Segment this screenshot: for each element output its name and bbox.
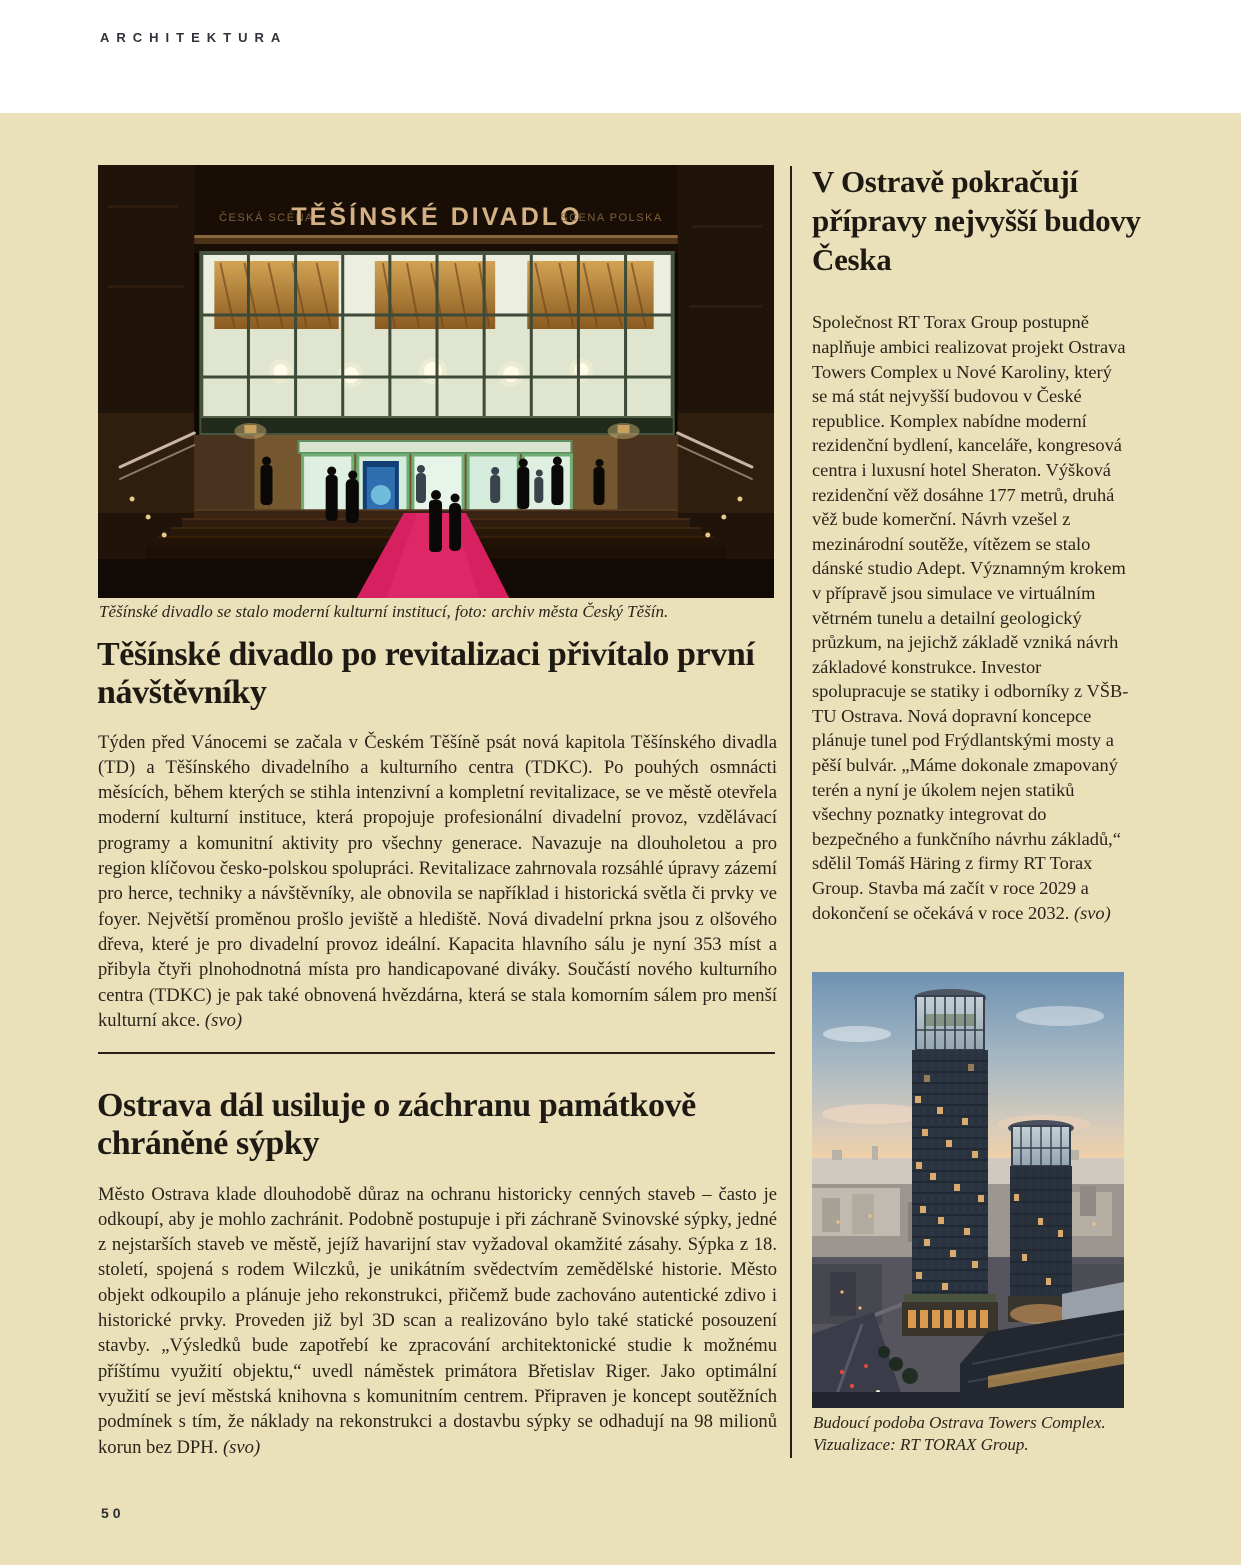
towers-photo	[812, 972, 1124, 1408]
article1-signoff: (svo)	[204, 1009, 243, 1031]
right-article-body	[812, 310, 1130, 925]
towers-caption-line2: Vizualizace: RT TORAX Group.	[813, 1435, 1029, 1454]
towers-photo-caption	[813, 1412, 1125, 1456]
sign-scena-polska: SCENA POLSKA	[560, 212, 663, 224]
towers-photo-illustration	[812, 972, 1124, 1408]
article2-body-text: Město Ostrava klade dlouhodobě důraz na ochranu historicky cenných staveb – často je odkoupí, aby je mohlo zachránit. Podobně postupuje i při záchraně Svinovské sýpky, jedné z nejstarších staveb ve městě, jejíž havarijní stav vyžadoval okamžité zásahy. Sýpka z 18. století, spojená s rodem Wilczků, je unikátním svědectvím zemědělské historie. Město objekt odkoupilo a plánuje jeho rekonstrukci, přičemž bude zachováno autentické zdivo i historické prvky. Proveden již byl 3D scan a realizováno bylo také statické posouzení stavby. „Výsledků bude zapotřebí ke zpracování architektonické studie k možnému příštímu využití objektu,“ uvedl náměstek primátora Břetislav Riger. Jako optimální využití se jeví městská knihovna s komunitním centrem. Připraven je koncept soutěžních podmínek s tím, že náklady na rekonstrukci a dostavbu sýpky se odhadují na 98 milionů korun bez DPH.	[98, 1183, 777, 1458]
article1-title: Těšínské divadlo po revitalizaci přivítalo první návštěvníky	[97, 636, 755, 711]
article1-body	[98, 730, 777, 1034]
article2-title: Ostrava dál usiluje o záchranu památkově chráněné sýpky	[97, 1087, 696, 1162]
glass-foyer	[201, 253, 672, 435]
horizontal-divider	[98, 1052, 775, 1054]
theatre-sign	[194, 165, 677, 253]
theatre-photo-illustration	[98, 165, 774, 598]
right-article-signoff: (svo)	[1073, 902, 1111, 923]
sign-tesinske-divadlo: TĚŠÍNSKÉ DIVADLO	[291, 203, 583, 231]
article1-body-text: Týden před Vánocemi se začala v Českém Těšíně psát nová kapitola Těšínského divadla (TD) a Těšínského divadelního a kulturního centra (TDKC). Po pouhých osmnácti měsících, během kterých se stihla intenzivní a kompletní revitalizace, se ve městě otevřela moderní kulturní instituce, která propojuje profesionální divadelní provoz, vzdělávací programy a komunitní aktivity pro všechny generace. Navazuje na dlouholetou a pro region klíčovou česko-polskou spolupráci. Revitalizace zahrnovala rozsáhlé úpravy zázemí pro herce, techniky a návštěvníky, ale obnovila se například i historická světla či prvky ve foyer. Největší proměnou prošlo jeviště a hlediště. Nová divadelní prkna jsou z olšového dřeva, které je pro divadelní provoz ideální. Kapacita hlavního sálu je nyní 353 míst a přibyla čtyři plnohodnotná místa pro handicapované diváky. Součástí nového kulturního centra (TDKC) je pak také obnovená hvězdárna, která se stala komorním sálem pro menší kulturní akce.	[98, 731, 777, 1031]
article2-signoff: (svo)	[222, 1436, 261, 1458]
page-number: 50	[101, 1505, 125, 1521]
right-article-body-text: Společnost RT Torax Group postupně naplňuje ambici realizovat projekt Ostrava Towers Complex u Nové Karoliny, který se má stát nejvyšší budovou v České republice. Komplex nabídne moderní rezidenční bydlení, kanceláře, kongresová centra i luxusní hotel Sheraton. Výšková rezidenční věž dosáhne 177 metrů, druhá věž bude komerční. Návrh vzešel z mezinárodní soutěže, vítězem se stalo dánské studio Adept. Významným krokem v přípravě jsou simulace ve virtuálním větrném tunelu a detailní geologický průzkum, na jejichž základě vzniká návrh základové konstrukce. Investor spolupracuje se statiky i odborníky z VŠB-TU Ostrava. Nová dopravní koncepce plánuje tunel pod Frýdlantskými mosty a pěší bulvár. „Máme dokonale zmapovaný terén a nyní je úkolem nejen statiků všechny poznatky integrovat do bezpečného a funkčního návrhu základů,“ sdělil Tomáš Häring z firmy RT Torax Group. Stavba má začít v roce 2029 a dokončení se očekává v roce 2032.	[812, 312, 1129, 923]
vertical-divider	[790, 166, 792, 1458]
main-tower	[902, 989, 998, 1336]
second-tower	[1008, 1120, 1074, 1324]
theatre-photo-caption: Těšínské divadlo se stalo moderní kulturní institucí, foto: archiv města Český Těšín.	[99, 602, 669, 621]
right-article-title: V Ostravě pokračují přípravy nejvyšší budovy Česka	[812, 164, 1141, 277]
towers-caption-line1: Budoucí podoba Ostrava Towers Complex.	[813, 1413, 1106, 1432]
section-label: ARCHITEKTURA	[100, 30, 288, 45]
article2-body	[98, 1182, 777, 1460]
theatre-photo	[98, 165, 774, 598]
sign-ceska-scena: ČESKÁ SCÉNA	[219, 212, 314, 224]
